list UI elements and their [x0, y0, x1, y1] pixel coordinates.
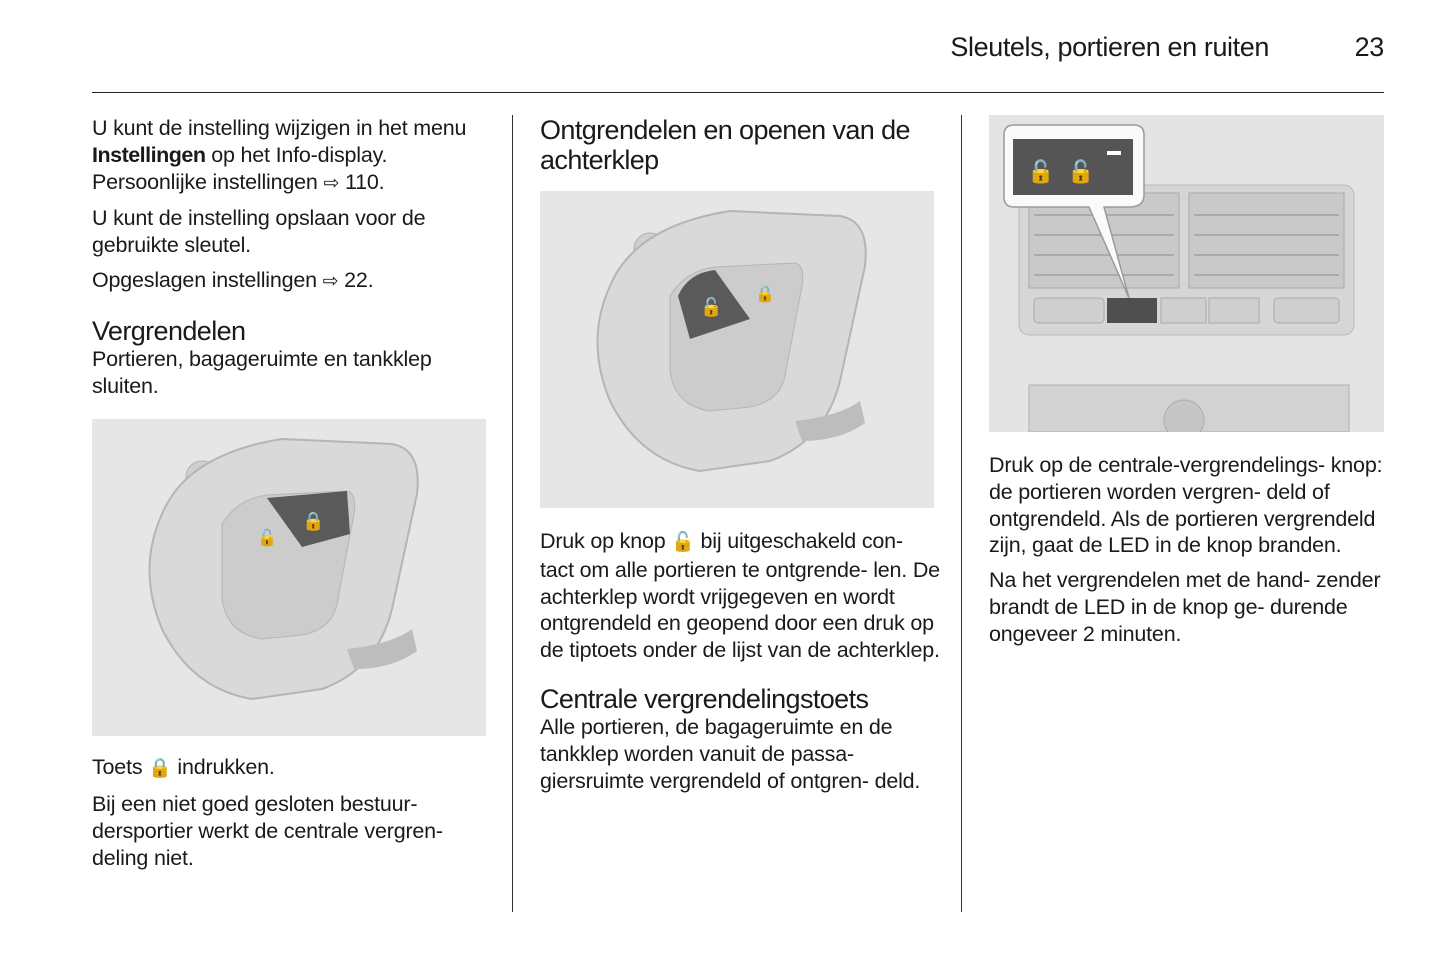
svg-text:🔓: 🔓	[1027, 160, 1055, 185]
text: bij uitgeschakeld con- tact om alle portieren te ontgrende- len. De achterklep wordt vrijgegeven en wordt ontgrendeld en geopend door een druk op de tiptoets onder de lijst van de achterklep.	[540, 529, 940, 663]
page-number: 23	[1354, 32, 1384, 62]
svg-text:🔓: 🔓	[700, 297, 723, 318]
text: Toets	[92, 755, 149, 780]
svg-text:🔓: 🔓	[257, 528, 277, 548]
paragraph	[92, 115, 496, 197]
key-fob-unlock-figure	[540, 191, 934, 508]
paragraph: Na het vergrendelen met de hand- zender brandt de LED in de knop ge- durende ongeveer 2 minuten.	[989, 568, 1381, 646]
page-reference[interactable]: 22.	[338, 267, 374, 292]
page-reference[interactable]: 110.	[339, 169, 385, 194]
section-heading: Centrale vergrendelingstoets	[540, 683, 869, 714]
menu-name: Instellingen	[92, 142, 206, 167]
key-fob-lock-figure	[92, 419, 486, 736]
svg-text:🔒: 🔒	[302, 511, 325, 533]
column-2	[540, 115, 940, 802]
reference-arrow-icon: ⇨	[323, 172, 340, 194]
paragraph: Druk op de centrale-vergrendelings- knop: de portieren worden vergren- deld of ontgrendeld. Als de portieren vergrendeld zijn, gaat de LED in de knop branden.	[989, 453, 1383, 558]
padlock-open-icon: 🔓	[671, 532, 695, 553]
column-1	[92, 115, 496, 880]
text: op het Info-display. Persoonlijke instellingen	[92, 142, 388, 194]
text: Druk op knop	[540, 529, 672, 553]
paragraph	[92, 267, 496, 296]
reference-arrow-icon: ⇨	[322, 270, 339, 292]
svg-text:🔒: 🔒	[755, 284, 775, 303]
section-heading: Ontgrendelen en openen van de achterklep	[540, 115, 910, 175]
paragraph: Alle portieren, de bagageruimte en de tankklep worden vanuit de passa- giersruimte vergrendeld of ontgren- deld.	[540, 714, 921, 793]
paragraph: Bij een niet goed gesloten bestuur- dersportier werkt de centrale vergren- deling niet.	[92, 792, 443, 870]
paragraph: U kunt de instelling opslaan voor de gebruikte sleutel.	[92, 206, 426, 258]
central-locking-button-figure	[989, 115, 1384, 432]
paragraph	[92, 754, 496, 783]
header-title: Sleutels, portieren en ruiten	[950, 32, 1269, 62]
column-3	[989, 115, 1387, 656]
paragraph: Portieren, bagageruimte en tankklep sluiten.	[92, 346, 432, 398]
text: U kunt de instelling wijzigen in het menu	[92, 116, 467, 140]
section-heading: Vergrendelen	[92, 315, 246, 346]
padlock-closed-icon: 🔒	[148, 758, 172, 780]
paragraph	[540, 528, 940, 664]
text: indrukken.	[171, 755, 275, 780]
column-divider	[961, 115, 962, 912]
column-divider	[512, 115, 513, 912]
text: Opgeslagen instellingen	[92, 267, 323, 292]
page-header	[92, 28, 1384, 93]
svg-text:🔓: 🔓	[1067, 160, 1095, 185]
